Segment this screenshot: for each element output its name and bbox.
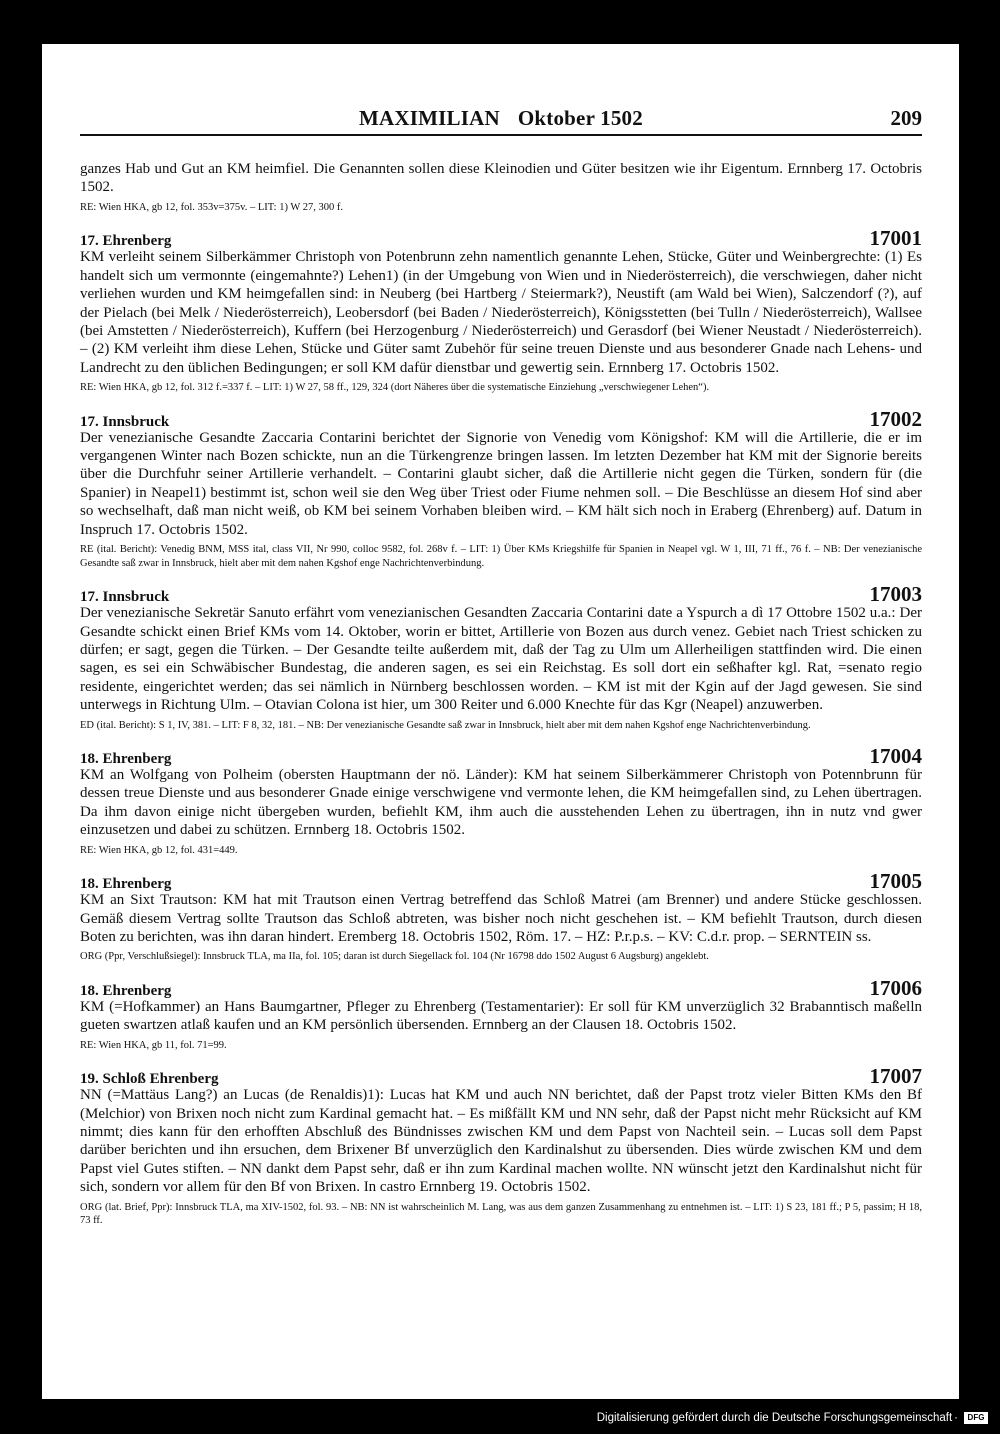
running-head — [80, 44, 922, 130]
entry-date-place: 18. Ehrenberg — [80, 982, 172, 999]
page-number: 209 — [890, 106, 922, 130]
footer-credit-text: Digitalisierung gefördert durch die Deutsche Forschungsgemeinschaft — [596, 1412, 953, 1424]
entry-date-place: 17. Innsbruck — [80, 589, 170, 606]
header-rule — [80, 134, 922, 136]
running-title-month: Oktober 1502 — [517, 106, 643, 130]
entry-source: RE: Wien HKA, gb 11, fol. 71=99. — [80, 1039, 227, 1051]
regest-entry — [80, 975, 922, 1052]
running-title — [80, 106, 922, 131]
entry-text: Der venezianische Sekretär Sanuto erfährt vom venezianischen Gesandten Zaccaria Contarini date a Yspurch a dì 17 Ottobre 1502 u.a.: Der Gesandte schickt einen Brief KMs vom 14. Oktober, worin er bittet, Artillerie von Bozen aus durch venez. Gebiet nach Triest schicken zu dürfen; er sagt, gegen die Türken. – Der Gesandte teilte außerdem mit, daß der Tag zu Ulm um Allerheiligen stattfinden wird. Die einen sagen, es sei ein Schwäbischer Bundestag, die anderen sagen, es sei ein Reichstag. Es soll dort ein seßhafter kgl. Rat, =senato regio residente, eingerichtet werden; das sei nämlich in Nürnberg beschlossen worden. – KM ist mit der Kgin auf der Jagd gewesen. Sie sind unterwegs in Richtung Ulm. – Otavian Colona ist hier, um 300 Reiter und 6.000 Knechte für das Kgr (Neapel) anzuwerben. — [80, 605, 922, 714]
regest-entry — [80, 744, 922, 857]
entry-number: 17001 — [869, 226, 922, 251]
intro-text: ganzes Hab und Gut an KM heimfiel. Die Genannten sollen diese Kleinodien und Güter besitzen wie ihr Eigentum. Ernnberg 17. Octobris 1502. — [80, 161, 922, 196]
entry-source: RE (ital. Bericht): Venedig BNM, MSS ital, class VII, Nr 990, colloc 9582, fol. 268v f. – LIT: 1) Über KMs Kriegshilfe für Spanien in Neapel vgl. W 1, III, 71 ff., 76 f. – NB: Der venezianische Gesandte saß zwar in Innsbruck, hielt aber mit dem nahen Kgshof enge Nachrichtenverbindung. — [80, 544, 922, 569]
body-text — [80, 160, 922, 1228]
regest-entry — [80, 582, 922, 732]
footer-credit: Digitalisierung gefördert durch die Deutsche Forschungsgemeinschaft · DFG — [597, 1412, 988, 1424]
entry-text: KM an Wolfgang von Polheim (obersten Hauptmann der nö. Länder): KM hat seinem Silberkämmerer Christoph von Potennbrunn für dessen treue Dienste und aus besonderer Gnade einige verschwigene vnd vermonte lehen, die KM heimgefallen sind, zu Lehen übertragen. Da ihm davon einige nicht übergeben wurden, befiehlt KM, ihm auch die ausstehenden Lehen zu übertragen, ihn in nutz vnd gwer einzusetzen und dabei zu schützen. Ernnberg 18. Octobris 1502. — [80, 767, 922, 839]
entry-date-place: 18. Ehrenberg — [80, 751, 172, 768]
entry-text: NN (=Mattäus Lang?) an Lucas (de Renaldis)1): Lucas hat KM und auch NN berichtet, daß der Papst trotz vieler Bitten KMs den Bf (Melchior) von Brixen noch nicht zum Kardinal gemacht hat. – Es mißfällt KM und NN sehr, daß der Papst nicht mehr Rücksicht auf KM nimmt; dies kann für den erhofften Abschluß des Bündnisses zwischen KM und dem Papst von Nachteil sein. – Lucas soll dem Papst darüber berichten und ihn ersuchen, dem Brixener Bf unverzüglich den Kardinalshut zu übersenden. Dies würde zwischen KM und dem Papst viel Gutes stiften. – NN dankt dem Papst sehr, daß er ihn zum Kardinal machen wollte. NN wünscht jetzt den Kardinalshut nicht für sich, sondern vor allem für den Bf von Brixen. In castro Ernnberg 19. Octobris 1502. — [80, 1087, 922, 1196]
regest-entry — [80, 869, 922, 964]
entry-source: RE: Wien HKA, gb 12, fol. 431=449. — [80, 844, 238, 856]
entry-number: 17003 — [869, 582, 922, 607]
entry-number: 17005 — [869, 869, 922, 894]
intro-source: RE: Wien HKA, gb 12, fol. 353v=375v. – LIT: 1) W 27, 300 f. — [80, 201, 343, 213]
entry-number: 17004 — [869, 744, 922, 769]
entry-text: Der venezianische Gesandte Zaccaria Contarini berichtet der Signorie von Venedig vom Königshof: KM will die Artillerie, die er im vergangenen Winter nach Bozen schickte, nun an die Türkengrenze bringen lassen. Im letzten Dezember hat KM mit der Signorie bereits über die Durchfuhr seiner Artillerie verhandelt. – Contarini glaubt sicher, daß die Artillerie nicht gegen die Türken, sondern für (die Spanier) in Neapel1) bestimmt ist, schon weil sie den Weg über Triest oder Fiume nehmen soll. – Die Beschlüsse an diesem Hof sind aber so wechselhaft, daß man nicht weiß, ob KM bei seinem Vorhaben bleiben wird. – KM hält sich noch in Eraberg (Ehrenberg) auf. Datum in Inspruch 17. Octobris 1502. — [80, 429, 922, 538]
entry-source: ORG (lat. Brief, Ppr): Innsbruck TLA, ma XIV-1502, fol. 93. – NB: NN ist wahrscheinlich M. Lang, was aus dem ganzen Zusammenhang zu entnehmen ist. – LIT: 1) S 23, 181 ff.; P 5, passim; H 18, 73 ff. — [80, 1201, 922, 1227]
entry-number: 17007 — [869, 1064, 922, 1089]
entry-date-place: 18. Ehrenberg — [80, 876, 172, 893]
regest-entry — [80, 1064, 922, 1227]
regest-entry — [80, 226, 922, 394]
entry-number: 17006 — [869, 975, 922, 1000]
page-content — [80, 44, 922, 1228]
entry-text: KM an Sixt Trautson: KM hat mit Trautson einen Vertrag betreffend das Schloß Matrei (am Brenner) und andere Stücke geschlossen. Gemäß diesem Vertrag sollte Trautson das Schloß abtreten, was bisher noch nicht geschehen ist. – KM befiehlt Trautson, durch diesen Boten zu berichten, was ihn daran hindert. Eremberg 18. Octobris 1502, Röm. 17. – HZ: P.r.p.s. – KV: C.d.r. prop. – SERNTEIN ss. — [80, 892, 922, 945]
entry-date-place: 19. Schloß Ehrenberg — [80, 1071, 219, 1088]
entry-date-place: 17. Ehrenberg — [80, 233, 172, 250]
entry-text: KM (=Hofkammer) an Hans Baumgartner, Pfleger zu Ehrenberg (Testamentarier): Er soll für KM unverzüglich 32 Brabanntisch maßelln gueten swartzen atlaß kaufen und an KM persönlich übersenden. Ernnberg an der Clausen 18. Octobris 1502. — [80, 998, 922, 1034]
running-title-name: MAXIMILIAN — [359, 106, 500, 130]
entry-source: ED (ital. Bericht): S 1, IV, 381. – LIT: F 8, 32, 181. – NB: Der venezianische Gesandte saß zwar in Innsbruck, hielt aber mit dem nahen Kgshof enge Nachrichtenverbindung. — [80, 719, 811, 731]
entry-source: ORG (Ppr, Verschlußsiegel): Innsbruck TLA, ma IIa, fol. 105; daran ist durch Siegellack fol. 104 (Nr 16798 ddo 1502 August 6 Augsburg) angeklebt. — [80, 951, 709, 963]
entry-date-place: 17. Innsbruck — [80, 413, 170, 430]
regest-entry — [80, 406, 922, 570]
entry-text: KM verleiht seinem Silberkämmer Christoph von Potenbrunn zehn namentlich genannte Lehen, Stücke, Güter und Weinbergrechte: (1) Es handelt sich um vermonnte (eingemahnte?) Lehen1) (in der Umgebung von Wien und in Niederösterreich), die verschwiegen, daher nicht verliehen wurden und KM heimgefallen sind: in Neuberg (bei Hartberg / Steiermark?), Neustift (am Wald bei Wien), Salczendorf (?), auf der Pielach (bei Melk / Niederösterreich), Leobersdorf (bei Baden / Niederösterreich), Königsstetten (bei Tulln / Niederösterreich), Wallsee (bei Amstetten / Niederösterreich), Kuffern (bei Herzogenburg / Niederösterreich) und Gerasdorf (bei Wiener Neustadt / Niederösterreich). – (2) KM verleiht ihm diese Lehen, Stücke und Güter samt Zubehör für seine treuen Dienste und aus besonderer Gnade nach Lehens- und Landrecht zu den üblichen Bedingungen; er soll KM dafür dienstbar und gewertig sein. Ernnberg 17. Octobris 1502. — [80, 249, 922, 376]
entry-number: 17002 — [869, 406, 922, 431]
entry-source: RE: Wien HKA, gb 12, fol. 312 f.=337 f. – LIT: 1) W 27, 58 ff., 129, 324 (dort Näheres über die systematische Einziehung „verschwiegener Lehen“). — [80, 382, 710, 394]
document-page — [42, 44, 959, 1399]
dfg-logo: DFG — [964, 1412, 988, 1424]
